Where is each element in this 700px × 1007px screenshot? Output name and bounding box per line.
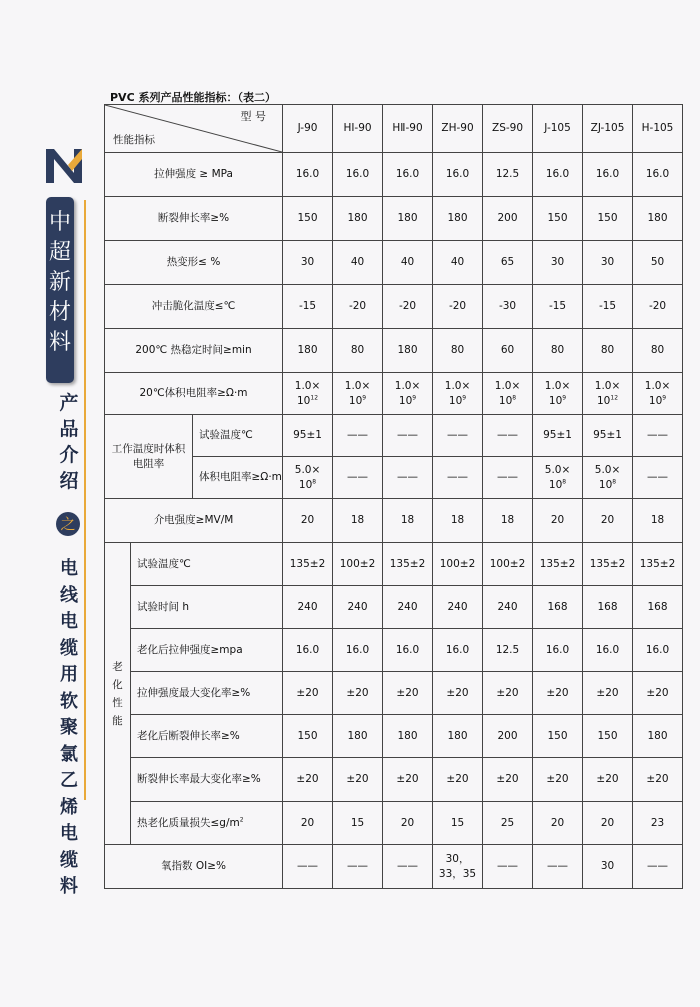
value-cell: 135±2 bbox=[283, 543, 333, 586]
value-cell: 50 bbox=[633, 241, 683, 285]
sci-exponent: 8 bbox=[512, 394, 517, 401]
model-header: H-105 bbox=[633, 105, 683, 153]
value-cell: 240 bbox=[283, 586, 333, 629]
row-label: 20℃体积电阻率≥Ω·m bbox=[105, 373, 283, 415]
value-cell: 18 bbox=[383, 499, 433, 543]
sci-base: 10 bbox=[348, 394, 363, 407]
value-cell: 16.0 bbox=[333, 629, 383, 672]
model-header: J-90 bbox=[283, 105, 333, 153]
value-cell: -15 bbox=[283, 285, 333, 329]
value-cell: ±20 bbox=[633, 672, 683, 715]
sci-base: 10 bbox=[548, 478, 563, 491]
vertical-char: 氯 bbox=[60, 743, 78, 765]
value-cell: 240 bbox=[333, 586, 383, 629]
work-resistivity-cell bbox=[533, 457, 583, 499]
vertical-char: 聚 bbox=[60, 717, 78, 738]
value-cell: 16.0 bbox=[533, 153, 583, 197]
vertical-char: 电 bbox=[60, 823, 78, 844]
superscript: 2 bbox=[239, 816, 244, 823]
value-cell: —— bbox=[533, 845, 583, 889]
value-cell: 80 bbox=[433, 329, 483, 373]
vertical-char: 料 bbox=[48, 330, 71, 355]
sci-base: 10 bbox=[598, 478, 613, 491]
sci-value-cell bbox=[483, 373, 533, 415]
value-cell: ±20 bbox=[483, 672, 533, 715]
value-cell: 135±2 bbox=[633, 543, 683, 586]
value-cell: -20 bbox=[433, 285, 483, 329]
sci-base: 10 bbox=[648, 394, 663, 407]
value-cell: 100±2 bbox=[433, 543, 483, 586]
value-cell: 25 bbox=[483, 802, 533, 845]
value-cell: 150 bbox=[533, 715, 583, 758]
sci-base: 10 bbox=[548, 394, 563, 407]
value-cell: 80 bbox=[533, 329, 583, 373]
value-cell: -20 bbox=[383, 285, 433, 329]
row-label bbox=[131, 802, 283, 845]
value-cell: 240 bbox=[483, 586, 533, 629]
vertical-char: 用 bbox=[60, 664, 78, 685]
sci-mantissa: 1.0× bbox=[594, 379, 621, 392]
value-cell: 16.0 bbox=[433, 153, 483, 197]
value-cell: 100±2 bbox=[483, 543, 533, 586]
sci-value-cell bbox=[433, 373, 483, 415]
value-cell: 15 bbox=[333, 802, 383, 845]
vertical-char: 烯 bbox=[60, 796, 78, 818]
vertical-char: 料 bbox=[60, 876, 78, 897]
value-cell: 15 bbox=[433, 802, 483, 845]
vertical-char: 缆 bbox=[60, 849, 78, 871]
value-cell: 60 bbox=[483, 329, 533, 373]
work-resistivity-cell bbox=[283, 457, 333, 499]
value-cell: 20 bbox=[383, 802, 433, 845]
sci-power bbox=[633, 394, 682, 409]
vertical-char: 品 bbox=[59, 418, 79, 440]
sci-mantissa: 1.0× bbox=[494, 379, 521, 392]
row-label: 试验温度℃ bbox=[193, 415, 283, 457]
row-aging bbox=[105, 672, 683, 715]
value-cell: 168 bbox=[583, 586, 633, 629]
sci-base: 10 bbox=[297, 394, 311, 407]
value-cell: 80 bbox=[583, 329, 633, 373]
value-cell: 30，33，35 bbox=[433, 845, 483, 889]
row-elongation bbox=[105, 197, 683, 241]
sci-exponent: 9 bbox=[412, 394, 417, 401]
row-label: 老化后拉伸强度≥mpa bbox=[131, 629, 283, 672]
row-label: 拉伸强度 ≥ MPa bbox=[105, 153, 283, 197]
value-cell: —— bbox=[633, 415, 683, 457]
value-cell: ±20 bbox=[533, 672, 583, 715]
value-cell: 95±1 bbox=[533, 415, 583, 457]
row-label: 200℃ 热稳定时间≥min bbox=[105, 329, 283, 373]
value-cell: 30 bbox=[283, 241, 333, 285]
sci-value-cell bbox=[333, 373, 383, 415]
sci-exponent: 9 bbox=[462, 394, 467, 401]
sci-power bbox=[483, 394, 532, 409]
value-cell: 16.0 bbox=[633, 629, 683, 672]
value-cell: 168 bbox=[633, 586, 683, 629]
value-cell: ±20 bbox=[533, 758, 583, 802]
value-cell: 20 bbox=[533, 499, 583, 543]
sci-exponent: 8 bbox=[312, 478, 317, 485]
row-aging bbox=[105, 543, 683, 586]
row-aging bbox=[105, 629, 683, 672]
row-tensile bbox=[105, 153, 683, 197]
value-cell: 180 bbox=[633, 197, 683, 241]
vertical-char: 乙 bbox=[60, 770, 78, 791]
sci-exponent: 9 bbox=[662, 394, 667, 401]
label-text: 热老化质量损失≤g/m bbox=[137, 816, 240, 829]
vertical-char: 电 bbox=[60, 558, 78, 579]
value-cell: ±20 bbox=[583, 672, 633, 715]
value-cell: 30 bbox=[583, 241, 633, 285]
value-cell: 16.0 bbox=[583, 629, 633, 672]
header-corner-cell bbox=[105, 105, 283, 153]
vertical-char: 缆 bbox=[60, 637, 78, 659]
sci-power bbox=[583, 394, 632, 409]
value-cell: 180 bbox=[383, 329, 433, 373]
value-cell: —— bbox=[333, 415, 383, 457]
model-header: HⅠ-90 bbox=[333, 105, 383, 153]
vertical-char: 绍 bbox=[59, 470, 79, 492]
sci-mantissa: 1.0× bbox=[294, 379, 321, 392]
value-cell: 23 bbox=[633, 802, 683, 845]
value-cell: 16.0 bbox=[283, 629, 333, 672]
value-cell: 16.0 bbox=[633, 153, 683, 197]
row-label: 老化后断裂伸长率≥% bbox=[131, 715, 283, 758]
sci-base: 10 bbox=[448, 394, 463, 407]
sci-power bbox=[383, 394, 432, 409]
vertical-char: 中 bbox=[48, 210, 71, 235]
value-cell: —— bbox=[483, 845, 533, 889]
work-resistivity-cell bbox=[583, 457, 633, 499]
sci-base: 10 bbox=[398, 394, 413, 407]
sci-value-cell bbox=[283, 373, 333, 415]
vertical-char: 超 bbox=[48, 240, 71, 265]
connector-badge: 之 bbox=[56, 512, 80, 536]
sci-mantissa: 5.0× bbox=[294, 463, 321, 476]
row-brittle-temp bbox=[105, 285, 683, 329]
header-row bbox=[105, 105, 683, 153]
value-cell: 40 bbox=[383, 241, 433, 285]
value-cell: 16.0 bbox=[433, 629, 483, 672]
value-cell: 180 bbox=[383, 197, 433, 241]
value-cell: 180 bbox=[333, 715, 383, 758]
sci-value-cell bbox=[633, 373, 683, 415]
row-deformation bbox=[105, 241, 683, 285]
value-cell: 18 bbox=[433, 499, 483, 543]
value-cell: ±20 bbox=[383, 672, 433, 715]
model-header: ZH-90 bbox=[433, 105, 483, 153]
table-caption: PVC 系列产品性能指标：（表二） bbox=[110, 91, 276, 104]
value-cell: 80 bbox=[333, 329, 383, 373]
value-cell: -15 bbox=[533, 285, 583, 329]
sci-power bbox=[533, 394, 582, 409]
work-resistivity-cell: —— bbox=[633, 457, 683, 499]
model-header: ZJ-105 bbox=[583, 105, 633, 153]
value-cell: 30 bbox=[583, 845, 633, 889]
value-cell: 20 bbox=[283, 802, 333, 845]
sci-exponent: 12 bbox=[610, 394, 619, 401]
row-oxygen-index bbox=[105, 845, 683, 889]
orange-divider-line bbox=[84, 200, 86, 800]
value-cell: 12.5 bbox=[483, 629, 533, 672]
value-cell: ±20 bbox=[333, 672, 383, 715]
value-cell: 150 bbox=[283, 197, 333, 241]
value-cell: 16.0 bbox=[283, 153, 333, 197]
value-cell: 12.5 bbox=[483, 153, 533, 197]
sci-base: 10 bbox=[298, 478, 313, 491]
value-cell: -30 bbox=[483, 285, 533, 329]
vertical-char: 新 bbox=[48, 270, 71, 295]
section-heading bbox=[54, 390, 84, 494]
value-cell: 135±2 bbox=[583, 543, 633, 586]
value-cell: 40 bbox=[433, 241, 483, 285]
value-cell: 40 bbox=[333, 241, 383, 285]
value-cell: 16.0 bbox=[333, 153, 383, 197]
value-cell: 180 bbox=[383, 715, 433, 758]
value-cell: ±20 bbox=[633, 758, 683, 802]
sci-mantissa: 1.0× bbox=[394, 379, 421, 392]
value-cell: ±20 bbox=[433, 672, 483, 715]
vertical-char: 老 bbox=[112, 660, 123, 673]
work-resistivity-cell: —— bbox=[483, 457, 533, 499]
value-cell: —— bbox=[633, 845, 683, 889]
value-cell: 200 bbox=[483, 197, 533, 241]
row-aging bbox=[105, 758, 683, 802]
row-label: 热变形≤ % bbox=[105, 241, 283, 285]
row-aging bbox=[105, 586, 683, 629]
value-cell: 168 bbox=[533, 586, 583, 629]
sci-value-cell bbox=[533, 373, 583, 415]
sci-value-cell bbox=[583, 373, 633, 415]
value-cell: ±20 bbox=[283, 758, 333, 802]
sci-power bbox=[283, 394, 332, 409]
product-title bbox=[54, 556, 84, 901]
value-cell: ±20 bbox=[483, 758, 533, 802]
value-cell: 180 bbox=[283, 329, 333, 373]
value-cell: 100±2 bbox=[333, 543, 383, 586]
value-cell: 150 bbox=[533, 197, 583, 241]
row-thermal-stability bbox=[105, 329, 683, 373]
model-header: HⅡ-90 bbox=[383, 105, 433, 153]
vertical-char: 能 bbox=[112, 714, 123, 727]
brand-name bbox=[46, 208, 74, 358]
value-cell: 80 bbox=[633, 329, 683, 373]
work-resistivity-cell: —— bbox=[433, 457, 483, 499]
value-cell: —— bbox=[333, 845, 383, 889]
vertical-char: 性 bbox=[112, 696, 123, 709]
value-cell: 18 bbox=[633, 499, 683, 543]
value-cell: 20 bbox=[583, 499, 633, 543]
vertical-char: 材 bbox=[48, 300, 71, 325]
value-cell: —— bbox=[383, 415, 433, 457]
company-logo bbox=[44, 145, 84, 185]
value-cell: ±20 bbox=[433, 758, 483, 802]
sci-mantissa: 1.0× bbox=[644, 379, 671, 392]
value-cell: 180 bbox=[433, 715, 483, 758]
sci-exponent: 8 bbox=[612, 478, 617, 485]
value-cell: -20 bbox=[333, 285, 383, 329]
value-cell: -20 bbox=[633, 285, 683, 329]
vertical-char: 产 bbox=[59, 392, 79, 414]
row-label: 断裂伸长率最大变化率≥% bbox=[131, 758, 283, 802]
value-cell: —— bbox=[383, 845, 433, 889]
value-cell: 240 bbox=[383, 586, 433, 629]
value-cell: -15 bbox=[583, 285, 633, 329]
value-cell: 95±1 bbox=[583, 415, 633, 457]
header-model-label: 型 号 bbox=[240, 110, 267, 123]
sci-mantissa: 1.0× bbox=[344, 379, 371, 392]
sci-power bbox=[333, 394, 382, 409]
value-cell: 16.0 bbox=[533, 629, 583, 672]
vertical-char: 软 bbox=[60, 690, 78, 712]
row-label: 体积电阻率≥Ω·m bbox=[193, 457, 283, 499]
sci-exponent: 9 bbox=[562, 394, 567, 401]
value-cell: 16.0 bbox=[383, 629, 433, 672]
sci-power bbox=[283, 478, 332, 493]
value-cell: 20 bbox=[583, 802, 633, 845]
row-resistivity-20 bbox=[105, 373, 683, 415]
value-cell: ±20 bbox=[333, 758, 383, 802]
row-aging bbox=[105, 802, 683, 845]
row-label: 拉伸强度最大变化率≥% bbox=[131, 672, 283, 715]
value-cell: ±20 bbox=[583, 758, 633, 802]
value-cell: 18 bbox=[333, 499, 383, 543]
value-cell: 30 bbox=[533, 241, 583, 285]
row-label: 试验温度℃ bbox=[131, 543, 283, 586]
work-resistivity-cell: —— bbox=[383, 457, 433, 499]
value-cell: 180 bbox=[633, 715, 683, 758]
value-cell: —— bbox=[433, 415, 483, 457]
sci-exponent: 12 bbox=[310, 394, 319, 401]
value-cell: 150 bbox=[283, 715, 333, 758]
pvc-spec-table bbox=[104, 104, 683, 889]
sci-power bbox=[533, 478, 582, 493]
sci-base: 10 bbox=[597, 394, 611, 407]
value-cell: 240 bbox=[433, 586, 483, 629]
value-cell: —— bbox=[283, 845, 333, 889]
row-aging bbox=[105, 715, 683, 758]
row-label: 试验时间 h bbox=[131, 586, 283, 629]
sci-mantissa: 1.0× bbox=[544, 379, 571, 392]
sci-base: 10 bbox=[498, 394, 513, 407]
sci-power bbox=[433, 394, 482, 409]
vertical-char: 线 bbox=[60, 584, 78, 606]
value-cell: ±20 bbox=[383, 758, 433, 802]
value-cell: 16.0 bbox=[583, 153, 633, 197]
sci-exponent: 8 bbox=[562, 478, 567, 485]
value-cell: 20 bbox=[533, 802, 583, 845]
row-label: 断裂伸长率≥% bbox=[105, 197, 283, 241]
sci-mantissa: 1.0× bbox=[444, 379, 471, 392]
row-dielectric bbox=[105, 499, 683, 543]
value-cell: 95±1 bbox=[283, 415, 333, 457]
value-cell: 150 bbox=[583, 197, 633, 241]
model-header: ZS-90 bbox=[483, 105, 533, 153]
aging-group-label bbox=[105, 543, 131, 845]
value-cell: 65 bbox=[483, 241, 533, 285]
value-cell: 16.0 bbox=[383, 153, 433, 197]
model-header: J-105 bbox=[533, 105, 583, 153]
sci-value-cell bbox=[383, 373, 433, 415]
sci-mantissa: 5.0× bbox=[594, 463, 621, 476]
sci-mantissa: 5.0× bbox=[544, 463, 571, 476]
value-cell: ±20 bbox=[283, 672, 333, 715]
sci-power bbox=[583, 478, 632, 493]
work-temp-group-label: 工作温度时体积电阻率 bbox=[105, 415, 193, 499]
value-cell: 180 bbox=[333, 197, 383, 241]
value-cell: 180 bbox=[433, 197, 483, 241]
row-label: 介电强度≥MV/M bbox=[105, 499, 283, 543]
value-cell: 135±2 bbox=[383, 543, 433, 586]
vertical-char: 介 bbox=[59, 444, 79, 466]
header-property-label: 性能指标 bbox=[113, 134, 155, 146]
row-label: 氧指数 OI≥% bbox=[105, 845, 283, 889]
value-cell: 150 bbox=[583, 715, 633, 758]
row-label: 冲击脆化温度≤℃ bbox=[105, 285, 283, 329]
work-resistivity-cell: —— bbox=[333, 457, 383, 499]
sci-exponent: 9 bbox=[362, 394, 367, 401]
value-cell: 135±2 bbox=[533, 543, 583, 586]
value-cell: 20 bbox=[283, 499, 333, 543]
value-cell: —— bbox=[483, 415, 533, 457]
value-cell: 18 bbox=[483, 499, 533, 543]
value-cell: 200 bbox=[483, 715, 533, 758]
vertical-char: 电 bbox=[60, 611, 78, 632]
row-work-test-temp bbox=[105, 415, 683, 457]
vertical-char: 化 bbox=[112, 678, 123, 691]
